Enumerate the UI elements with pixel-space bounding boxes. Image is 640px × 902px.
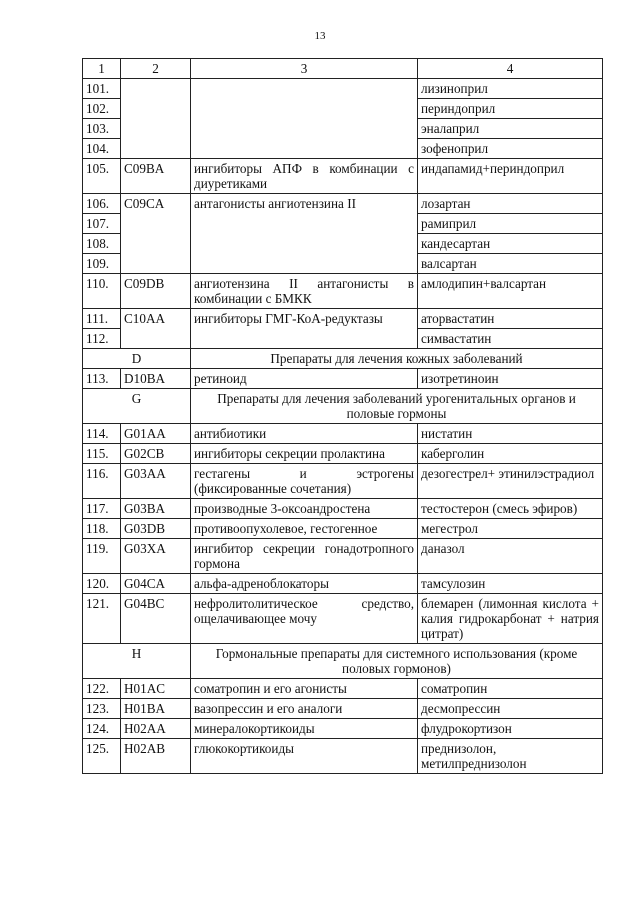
atc-code: H02AB (121, 739, 191, 774)
drug-name: тестостерон (смесь эфиров) (418, 499, 603, 519)
table-row (83, 679, 603, 699)
drug-name: лозартан (418, 194, 603, 214)
section-row (83, 389, 603, 424)
row-number: 111. (83, 309, 121, 329)
atc-code: G02CB (121, 444, 191, 464)
row-number: 123. (83, 699, 121, 719)
section-code: G (83, 389, 191, 424)
drug-name: амлодипин+валсартан (418, 274, 603, 309)
table-row (83, 79, 603, 99)
pharmacological-group: ингибиторы секреции пролактина (191, 444, 418, 464)
pharmacological-group: ингибитор секреции гонадотропного гормона (191, 539, 418, 574)
atc-code: H01AC (121, 679, 191, 699)
table-row (83, 699, 603, 719)
table-row (83, 444, 603, 464)
drug-name: флудрокортизон (418, 719, 603, 739)
table-body (83, 79, 603, 774)
drug-name: аторвастатин (418, 309, 603, 329)
drug-name: тамсулозин (418, 574, 603, 594)
pharmacological-group: антибиотики (191, 424, 418, 444)
pharmacological-group: альфа-адреноблокаторы (191, 574, 418, 594)
drug-classification-table (82, 58, 603, 774)
drug-name: рамиприл (418, 214, 603, 234)
pharmacological-group: противоопухолевое, гестогенное (191, 519, 418, 539)
pharmacological-group: гестагены и эстрогены (фиксированные сочетания) (191, 464, 418, 499)
pharmacological-group: вазопрессин и его аналоги (191, 699, 418, 719)
drug-name: десмопрессин (418, 699, 603, 719)
column-header-2: 2 (121, 59, 191, 79)
atc-code: C09BA (121, 159, 191, 194)
row-number: 108. (83, 234, 121, 254)
drug-name: каберголин (418, 444, 603, 464)
row-number: 101. (83, 79, 121, 99)
row-number: 124. (83, 719, 121, 739)
drug-name: соматропин (418, 679, 603, 699)
table-row (83, 499, 603, 519)
row-number: 118. (83, 519, 121, 539)
table-row (83, 309, 603, 329)
row-number: 115. (83, 444, 121, 464)
drug-name: нистатин (418, 424, 603, 444)
drug-name: кандесартан (418, 234, 603, 254)
drug-name: эналаприл (418, 119, 603, 139)
row-number: 104. (83, 139, 121, 159)
drug-name: преднизолон, метилпреднизолон (418, 739, 603, 774)
pharmacological-group: глюкокортикоиды (191, 739, 418, 774)
row-number: 105. (83, 159, 121, 194)
row-number: 102. (83, 99, 121, 119)
drug-name: симвастатин (418, 329, 603, 349)
section-code: D (83, 349, 191, 369)
row-number: 122. (83, 679, 121, 699)
atc-code: G04CA (121, 574, 191, 594)
row-number: 106. (83, 194, 121, 214)
atc-code: G03DB (121, 519, 191, 539)
page-number: 13 (314, 30, 326, 42)
drug-name: лизиноприл (418, 79, 603, 99)
atc-code: G03XA (121, 539, 191, 574)
table-row (83, 594, 603, 644)
row-number: 107. (83, 214, 121, 234)
pharmacological-group (191, 79, 418, 159)
row-number: 112. (83, 329, 121, 349)
pharmacological-group: ангиотензина II антагонисты в комбинации с БМКК (191, 274, 418, 309)
table-row (83, 159, 603, 194)
atc-code: D10BA (121, 369, 191, 389)
pharmacological-group: ретиноид (191, 369, 418, 389)
column-header-4: 4 (418, 59, 603, 79)
row-number: 103. (83, 119, 121, 139)
pharmacological-group: антагонисты ангиотензина II (191, 194, 418, 274)
drug-name: изотретиноин (418, 369, 603, 389)
atc-code: G03BA (121, 499, 191, 519)
table-row (83, 424, 603, 444)
column-header-1: 1 (83, 59, 121, 79)
section-row (83, 349, 603, 369)
drug-name: индапамид+периндоприл (418, 159, 603, 194)
table-row (83, 274, 603, 309)
atc-code: C09CA (121, 194, 191, 274)
section-code: H (83, 644, 191, 679)
atc-code: G04BC (121, 594, 191, 644)
atc-code: G03AA (121, 464, 191, 499)
row-number: 109. (83, 254, 121, 274)
row-number: 121. (83, 594, 121, 644)
section-row (83, 644, 603, 679)
drug-name: мегестрол (418, 519, 603, 539)
section-title: Препараты для лечения заболеваний урогенитальных органов и половые гормоны (191, 389, 603, 424)
table-row (83, 719, 603, 739)
table-row (83, 539, 603, 574)
row-number: 110. (83, 274, 121, 309)
drug-name: периндоприл (418, 99, 603, 119)
drug-name: валсартан (418, 254, 603, 274)
table-row (83, 574, 603, 594)
row-number: 125. (83, 739, 121, 774)
pharmacological-group: нефролитолитическое средство, ощелачивающее мочу (191, 594, 418, 644)
row-number: 113. (83, 369, 121, 389)
section-title: Гормональные препараты для системного использования (кроме половых гормонов) (191, 644, 603, 679)
table-header-row (83, 59, 603, 79)
row-number: 120. (83, 574, 121, 594)
pharmacological-group: соматропин и его агонисты (191, 679, 418, 699)
atc-code (121, 79, 191, 159)
row-number: 119. (83, 539, 121, 574)
drug-name: блемарен (лимонная кислота + калия гидрокарбонат + натрия цитрат) (418, 594, 603, 644)
row-number: 117. (83, 499, 121, 519)
row-number: 114. (83, 424, 121, 444)
section-title: Препараты для лечения кожных заболеваний (191, 349, 603, 369)
column-header-3: 3 (191, 59, 418, 79)
row-number: 116. (83, 464, 121, 499)
table-row (83, 194, 603, 214)
table-row (83, 739, 603, 774)
table-row (83, 519, 603, 539)
table-row (83, 464, 603, 499)
pharmacological-group: производные 3-оксоандростена (191, 499, 418, 519)
drug-name: зофеноприл (418, 139, 603, 159)
table-row (83, 369, 603, 389)
pharmacological-group: ингибиторы ГМГ-КоА-редуктазы (191, 309, 418, 349)
drug-name: дезогестрел+ этинилэстрадиол (418, 464, 603, 499)
drug-name: даназол (418, 539, 603, 574)
atc-code: H01BA (121, 699, 191, 719)
atc-code: G01AA (121, 424, 191, 444)
atc-code: H02AA (121, 719, 191, 739)
pharmacological-group: минералокортикоиды (191, 719, 418, 739)
atc-code: C10AA (121, 309, 191, 349)
atc-code: C09DB (121, 274, 191, 309)
pharmacological-group: ингибиторы АПФ в комбинации с диуретиками (191, 159, 418, 194)
